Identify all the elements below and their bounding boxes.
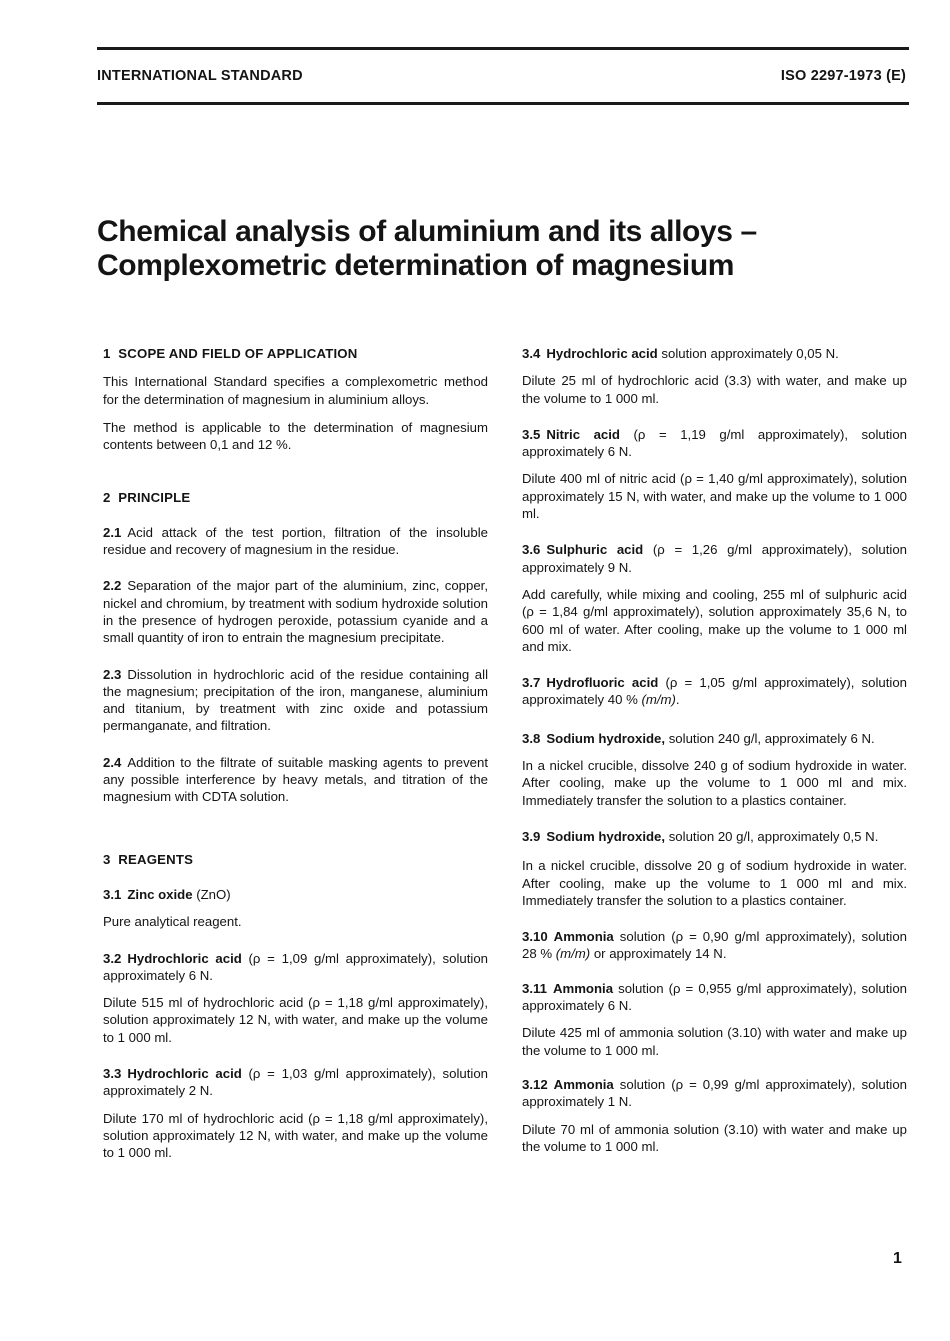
clause-text: Dissolution in hydrochloric acid of the residue containing all the magnesium; precipitation of the iron, manganese, aluminium and titanium, by treatment with zinc oxide and potassium permanganate, and filtration. (103, 666, 488, 734)
reagent-spec: solution (ρ = 0,955 g/ml approximately), solution approximately 6 N. (522, 980, 907, 1014)
section-2-heading: 2 PRINCIPLE (103, 490, 191, 506)
reagent-3-10 (522, 928, 907, 963)
reagent-number: 3.5 (522, 426, 541, 442)
reagent-3-3-body: Dilute 170 ml of hydrochloric acid (ρ = 1,18 g/ml approximately), solution approximately 12 N, with water, and make up the volume to 1 000 ml. (103, 1110, 488, 1161)
reagent-number: 3.11 (522, 980, 547, 996)
reagent-name: Hydrochloric acid (127, 950, 242, 966)
clause-number: 2.3 (103, 666, 122, 682)
scope-paragraph-1: This International Standard specifies a complexometric method for the determination of magnesium in aluminium alloys. (103, 374, 488, 407)
title-line-2: Complexometric determination of magnesium (97, 249, 735, 282)
clause-text: Acid attack of the test portion, filtration of the insoluble residue and recovery of magnesium in the residue. (103, 524, 488, 558)
reagent-name: Hydrofluoric acid (546, 675, 659, 691)
reagent-3-8-body: In a nickel crucible, dissolve 240 g of sodium hydroxide in water. After cooling, make up the volume to 1 000 ml and mix. Immediately transfer the solution to a plastics container. (522, 758, 907, 808)
section-1-heading: 1 SCOPE AND FIELD OF APPLICATION (103, 346, 358, 361)
reagent-name: Zinc oxide (127, 886, 193, 902)
reagent-3-12 (522, 1076, 907, 1111)
left-column (103, 345, 488, 1162)
clause-text: Addition to the filtrate of suitable masking agents to prevent any possible interference by heavy metals, and titration of the magnesium with CDTA solution. (103, 754, 488, 805)
reagent-name: Ammonia (553, 1076, 614, 1092)
title-line-1: Chemical analysis of aluminium and its alloys – (97, 215, 757, 248)
reagent-number: 3.10 (522, 929, 548, 945)
reagent-spec-italic: (m/m) (641, 692, 676, 708)
clause-2-4 (103, 754, 488, 806)
reagent-3-12-body: Dilute 70 ml of ammonia solution (3.10) with water and make up the volume to 1 000 ml. (522, 1121, 907, 1154)
reagent-number: 3.3 (103, 1066, 122, 1082)
reagent-name: Ammonia (553, 929, 614, 945)
reagent-spec-end: or approximately 14 N. (590, 946, 727, 962)
reagent-spec: solution 240 g/l, approximately 6 N. (665, 730, 875, 746)
reagent-name: Nitric acid (546, 426, 620, 442)
reagent-3-4 (522, 345, 907, 362)
reagent-3-5 (522, 426, 907, 461)
clause-text: Separation of the major part of the aluminium, zinc, copper, nickel and chromium, by treatment with sodium hydroxide solution in the presence of hydrogen peroxide, potassium cyanide and a small quantity of iron to entrain the magnesium precipitate. (103, 578, 488, 646)
reagent-number: 3.8 (522, 730, 541, 746)
reagent-spec: solution (ρ = 0,90 g/ml approximately), solution 28 % (522, 929, 907, 962)
clause-number: 2.2 (103, 578, 122, 594)
reagent-name: Sulphuric acid (546, 542, 644, 558)
reagent-name: Sodium hydroxide, (546, 828, 666, 844)
header-bottom-rule (97, 102, 909, 105)
reagent-3-1-body: Pure analytical reagent. (103, 914, 242, 930)
reagent-3-7 (522, 674, 907, 709)
reagent-name: Ammonia (552, 980, 614, 996)
reagent-spec: solution (ρ = 0,99 g/ml approximately), solution approximately 1 N. (522, 1076, 907, 1110)
reagent-3-6-body: Add carefully, while mixing and cooling, 255 ml of sulphuric acid (ρ = 1,84 g/ml approximately), solution approximately 35,6 N, to 600 ml of water. After cooling, make up the volume to 1 000 ml and mix. (522, 586, 907, 654)
right-column (522, 345, 907, 1155)
reagent-3-4-body: Dilute 25 ml of hydrochloric acid (3.3) with water, and make up the volume to 1 000 ml. (522, 373, 907, 406)
standard-number: ISO 2297-1973 (E) (780, 68, 906, 84)
clause-number: 2.4 (103, 754, 122, 770)
reagent-3-11-body: Dilute 425 ml of ammonia solution (3.10) with water and make up the volume to 1 000 ml. (522, 1025, 907, 1058)
reagent-number: 3.1 (103, 886, 122, 902)
reagent-spec: solution 20 g/l, approximately 0,5 N. (665, 828, 879, 844)
reagent-spec-italic: (m/m) (555, 946, 591, 962)
reagent-name: Sodium hydroxide, (546, 730, 666, 746)
reagent-spec: (ρ = 1,19 g/ml approximately), solution approximately 6 N. (522, 426, 907, 460)
document-type-label: INTERNATIONAL STANDARD (97, 68, 303, 84)
reagent-name: Hydrochloric acid (127, 1066, 242, 1082)
reagent-3-6 (522, 541, 907, 576)
reagent-spec: (ρ = 1,03 g/ml approximately), solution approximately 2 N. (103, 1066, 488, 1099)
reagent-number: 3.4 (522, 346, 541, 361)
clause-2-1 (103, 524, 488, 559)
reagent-number: 3.2 (103, 950, 122, 966)
reagent-3-5-body: Dilute 400 ml of nitric acid (ρ = 1,40 g/ml approximately), solution approximately 15 N, with water, and make up the volume to 1 000 ml. (522, 471, 907, 522)
reagent-spec: (ρ = 1,26 g/ml approximately), solution approximately 9 N. (522, 542, 907, 575)
reagent-3-1 (103, 886, 488, 903)
page-number: 1 (893, 1250, 902, 1267)
reagent-3-3 (103, 1065, 488, 1100)
reagent-spec: (ρ = 1,05 g/ml approximately), solution approximately 40 % (522, 675, 908, 708)
header-top-rule (97, 47, 909, 50)
reagent-spec-end: . (675, 692, 680, 708)
scope-paragraph-2: The method is applicable to the determination of magnesium contents between 0,1 and 12 %. (103, 419, 488, 453)
reagent-number: 3.9 (522, 828, 541, 844)
reagent-spec: (ρ = 1,09 g/ml approximately), solution approximately 6 N. (103, 950, 488, 983)
clause-2-2 (103, 577, 488, 646)
clause-number: 2.1 (103, 524, 122, 540)
reagent-number: 3.6 (522, 542, 541, 558)
reagent-3-11 (522, 980, 907, 1015)
reagent-spec: solution approximately 0,05 N. (657, 346, 839, 361)
reagent-number: 3.12 (522, 1076, 548, 1092)
reagent-3-9-body: In a nickel crucible, dissolve 20 g of sodium hydroxide in water. After cooling, make up the volume to 1 000 ml and mix. Immediately transfer the solution to a plastics container. (522, 858, 907, 908)
document-title (97, 215, 857, 283)
reagent-3-9 (522, 828, 907, 845)
reagent-3-2-body: Dilute 515 ml of hydrochloric acid (ρ = 1,18 g/ml approximately), solution approximately 12 N, with water, and make up the volume to 1 000 ml. (103, 995, 488, 1045)
clause-2-3 (103, 666, 488, 735)
reagent-3-8 (522, 730, 907, 747)
reagent-spec: (ZnO) (192, 886, 231, 902)
reagent-name: Hydrochloric acid (546, 346, 658, 361)
reagent-3-2 (103, 950, 488, 985)
reagent-number: 3.7 (522, 675, 541, 691)
section-3-heading: 3 REAGENTS (103, 851, 194, 867)
